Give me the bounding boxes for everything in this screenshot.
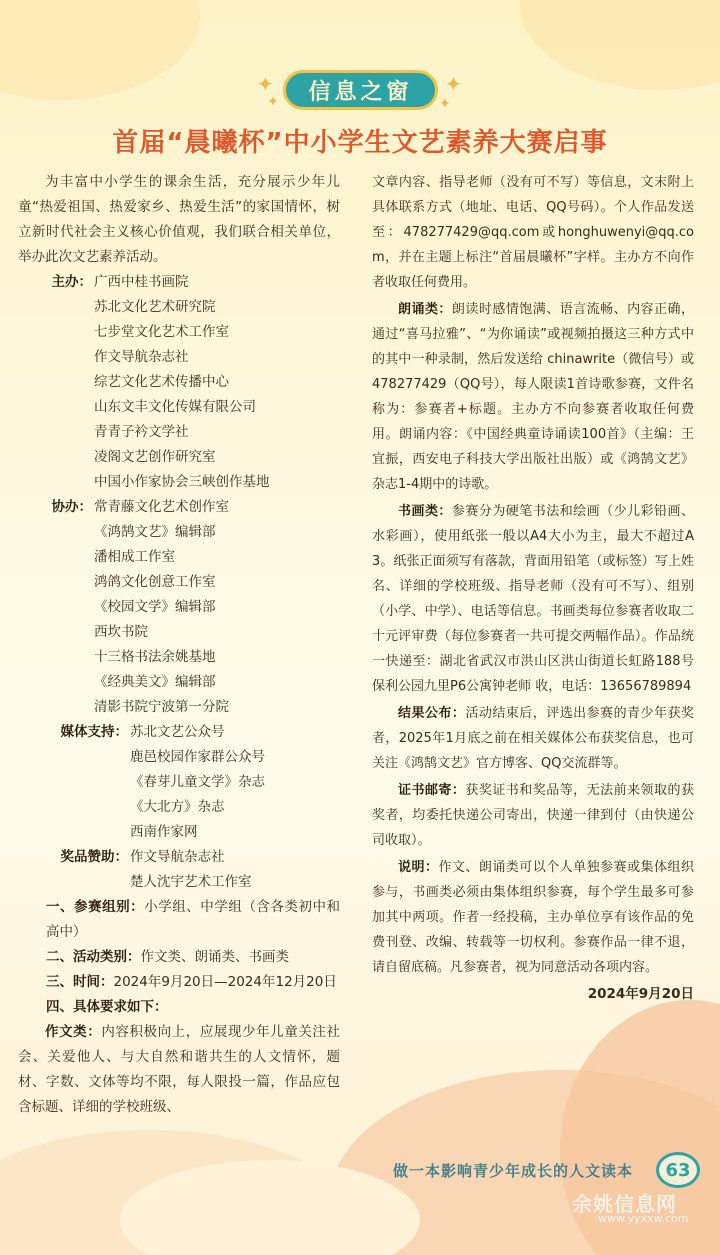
announcement-date: 2024年9月20日 [587, 986, 694, 1002]
co-organizer-item: 十三格书法余姚基地 [94, 649, 216, 665]
categories-section [18, 945, 340, 970]
co-organizer-item: 《经典美文》编辑部 [94, 674, 216, 690]
notes-text: 作文、朗诵类可以个人单独参赛或集体组织参与，书画类必须由集体组织参赛，每个学生最多可参加其中两项。作者一经投稿，主办单位享有该作品的免费刊登、改编、转载等一切权利。参赛作品一律不退，请自留底稿。凡参赛者，视为同意活动各项内容。 [372, 860, 694, 975]
organizer-item: 广西中桂书画院 [94, 274, 189, 290]
organizer-item: 凌阁文艺创作研究室 [94, 449, 216, 465]
painting-section [372, 499, 694, 699]
recitation-section [372, 297, 694, 497]
time-section [18, 970, 340, 995]
co-organizer-item: 清影书院宁波第一分院 [94, 699, 229, 715]
media-item: 鹿邑校园作家群公众号 [130, 749, 265, 765]
co-organizer-item: 常青藤文化艺术创作室 [94, 499, 229, 515]
column-badge [253, 66, 468, 118]
star-icon: ✦ [267, 94, 279, 110]
groups-label: 一、参赛组别： [46, 899, 145, 915]
results-section [372, 701, 694, 776]
time-text: 2024年9月20日—2024年12月20日 [113, 974, 337, 990]
organizer-item: 七步堂文化艺术工作室 [94, 324, 229, 340]
recitation-label: 朗诵类： [398, 302, 452, 317]
co-organizer-item: 鸿鸽文化创意工作室 [94, 574, 216, 590]
star-icon: ✦ [445, 72, 462, 96]
requirements-section [18, 995, 340, 1020]
media-block [18, 720, 340, 845]
essay-text: 内容积极向上，应展现少年儿童关注社会、关爱他人、与大自然和谐共生的人文情怀，题材、字数、文体等均不限，每人限投一篇，作品应包含标题、详细的学校班级、 [18, 1024, 341, 1115]
co-organizer-item: 《校园文学》编辑部 [94, 599, 216, 615]
star-icon: ✦ [439, 96, 451, 112]
organizers-block [18, 270, 340, 495]
decor-blob [0, 0, 200, 100]
notes-section [372, 855, 694, 980]
organizer-item: 中国小作家协会三峡创作基地 [94, 474, 270, 490]
time-label: 三、时间： [46, 974, 114, 990]
left-column [18, 170, 340, 1120]
organizer-item: 青青子衿文学社 [94, 424, 189, 440]
media-item: 《大北方》杂志 [130, 799, 225, 815]
co-organizer-item: 潘相成工作室 [94, 549, 175, 565]
requirements-label: 四、具体要求如下： [46, 999, 168, 1015]
watermark-name: 余姚信息网 [572, 1192, 677, 1216]
sponsor-item: 楚人沈宇艺术工作室 [130, 874, 252, 890]
painting-label: 书画类： [398, 504, 452, 519]
media-item: 苏北文艺公众号 [130, 724, 225, 740]
organizers-label: 主办： [51, 274, 92, 290]
organizer-item: 综艺文化艺术传播中心 [94, 374, 229, 390]
organizer-item: 苏北文化艺术研究院 [94, 299, 216, 315]
notes-label: 说明： [398, 860, 439, 875]
media-item: 《春芽儿童文学》杂志 [130, 774, 265, 790]
media-label: 媒体支持： [60, 724, 128, 740]
mailing-label: 证书邮寄： [398, 783, 466, 798]
mailing-section [372, 778, 694, 853]
mailing-text: 获奖证书和奖品等，无法前来领取的获奖者，均委托快递公司寄出，快递一律到付（由快递公司收取）。 [372, 783, 694, 848]
groups-text: 小学组、中学组（含各类初中和高中） [46, 899, 341, 940]
co-organizers-label: 协办： [51, 499, 92, 515]
results-label: 结果公布： [398, 706, 466, 721]
co-organizer-item: 西坎书院 [94, 624, 148, 640]
organizer-item: 作文导航杂志社 [94, 349, 189, 365]
essay-section [18, 1020, 340, 1120]
right-column [372, 170, 694, 1007]
categories-text: 作文类、朗诵类、书画类 [140, 949, 289, 965]
organizer-item: 山东文丰文化传媒有限公司 [94, 399, 256, 415]
essay-continued: 文章内容、指导老师（没有可不写）等信息，文末附上具体联系方式（地址、电话、QQ号码）。个人作品发送至：478277429@qq.com或honghuwenyi@qq.com，并在主题上标注“首届晨曦杯”字样。主办方不向作者收取任何费用。 [372, 175, 694, 290]
sponsors-block [18, 845, 340, 895]
categories-label: 二、活动类别： [46, 949, 141, 965]
star-icon: ✦ [257, 72, 274, 96]
decor-blob [520, 0, 720, 90]
media-item: 西南作家网 [130, 824, 198, 840]
co-organizer-item: 《鸿鹄文艺》编辑部 [94, 524, 216, 540]
sponsors-label: 奖品赞助： [60, 849, 128, 865]
co-organizers-block [18, 495, 340, 720]
painting-text: 参赛分为硬笔书法和绘画（少儿彩铅画、水彩画），使用纸张一般以A4大小为主，最大不超过A3。纸张正面须写有落款，背面用铅笔（或标签）写上姓名、详细的学校班级、指导老师（没有可不写）、组别（小学、中学）、电话等信息。书画类每位参赛者收取二十元评审费（每位参赛者一共可提交两幅作品）。作品统一快递至：湖北省武汉市洪山区洪山街道长虹路188号保利公园九里P6公寓钟老师 收，电话：13656789894 [372, 504, 694, 694]
recitation-text: 朗读时感情饱满、语言流畅、内容正确，通过“喜马拉雅”、“为你诵读”或视频拍摄这三种方式中的其中一种录制，然后发送给 chinawrite（微信号）或478277429（QQ号），每人限读1首诗歌参赛，文件名称为：参赛者+标题。主办方不向参赛者收取任何费用。朗诵内容：《中国经典童诗诵读100首》（主编：王宜振，西安电子科技大学出版社出版）或《鸿鹄文艺》杂志1-4期中的诗歌。 [372, 302, 694, 492]
groups-section [18, 895, 340, 945]
sponsor-item: 作文导航杂志社 [130, 849, 225, 865]
page-number: 63 [656, 1152, 700, 1188]
column-badge-label: 信息之窗 [283, 70, 438, 110]
results-text: 活动结束后，评选出参赛的青少年获奖者，2025年1月底之前在相关媒体公布获奖信息，也可关注《鸿鹄文艺》官方博客、QQ交流群等。 [372, 706, 694, 771]
watermark-url: www.yyxxw.com [598, 1212, 689, 1225]
essay-label: 作文类： [45, 1024, 102, 1040]
intro-paragraph: 为丰富中小学生的课余生活，充分展示少年儿童“热爱祖国、热爱家乡、热爱生活”的家国情怀，树立新时代社会主义核心价值观，我们联合相关单位，举办此次文艺素养活动。 [18, 174, 340, 265]
magazine-slogan: 做一本影响青少年成长的人文读本 [393, 1162, 634, 1180]
article-title: 首届“晨曦杯”中小学生文艺素养大赛启事 [112, 128, 608, 158]
